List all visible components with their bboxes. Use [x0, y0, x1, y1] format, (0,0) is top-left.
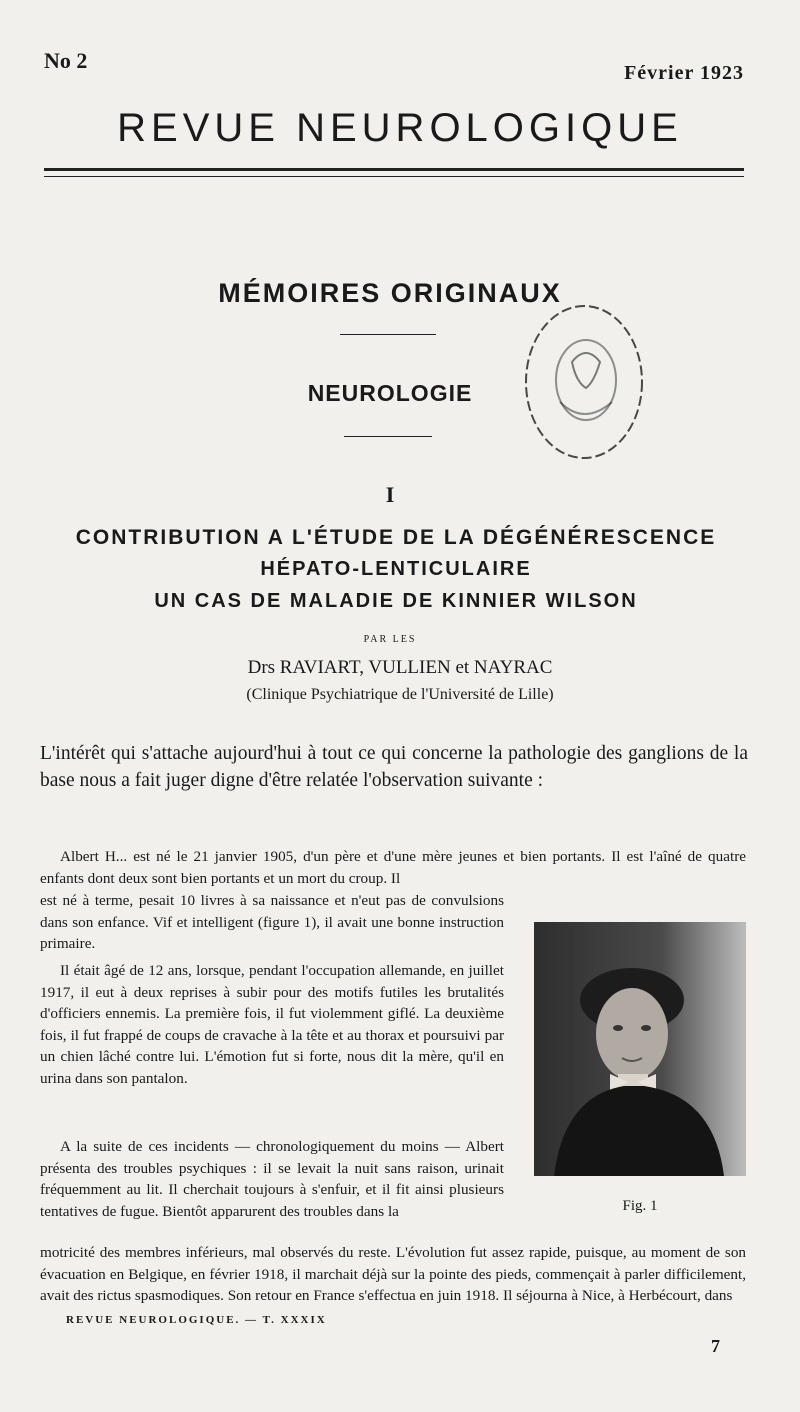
intro-paragraph: L'intérêt qui s'attache aujourd'hui à tout ce qui concerne la pathologie des ganglions de la base nous a fait juger digne d'être relatée l'observation suivante : — [40, 743, 748, 791]
body-paragraph-2: Il était âgé de 12 ans, lorsque, pendant l'occupation allemande, en juillet 1917, il eut à deux reprises à subir pour des motifs futiles les brutalités d'officiers ennemis. La première fois, il fut violemment giflé. La deuxième fois, il fut frappé de coups de cravache à la tête et au thorax et poursuivi par un chien lâché contre lui. L'émotion fut si forte, nous dit la mère, qu'il en urina dans son pantalon. — [40, 962, 504, 1087]
body-paragraph-3-cont: motricité des membres inférieurs, mal observés du reste. L'évolution fut assez rapide, puisque, au moment de son évacuation en Belgique, en février 1918, il marchait déjà sur la pointe des pieds, commençait à parler difficilement, avait des rictus spasmodiques. Son retour en France s'effectua en juin 1918. Il séjourna à Nice, à Herbécourt, dans — [40, 1244, 746, 1305]
section-divider-top — [340, 334, 436, 335]
issue-date: Février 1923 — [624, 62, 744, 84]
affiliation: (Clinique Psychiatrique de l'Université de Lille) — [246, 686, 554, 703]
portrait-photo — [534, 922, 746, 1176]
running-footer: REVUE NEUROLOGIQUE. — T. XXXIX — [66, 1314, 327, 1326]
issue-number: No 2 — [44, 48, 88, 73]
figure-caption: Fig. 1 — [622, 1198, 658, 1214]
article-number: I — [385, 482, 395, 507]
section-title: MÉMOIRES ORIGINAUX — [218, 278, 562, 308]
section-divider-bottom — [344, 436, 432, 437]
journal-title: REVUE NEUROLOGIQUE — [117, 106, 683, 150]
body-paragraph-1: Albert H... est né le 21 janvier 1905, d'un père et d'une mère jeunes et bien portants. Il est l'aîné de quatre enfants dont deux sont bien portants et un mort du croup. Il — [40, 848, 746, 887]
article-title-line-1: CONTRIBUTION A L'ÉTUDE DE LA DÉGÉNÉRESCENCE — [75, 526, 717, 549]
header-rule — [44, 168, 744, 182]
byline-prefix: PAR LES — [363, 634, 417, 645]
subsection-title: NEUROLOGIE — [307, 380, 473, 406]
library-stamp — [512, 282, 662, 472]
body-paragraph-1-cont: est né à terme, pesait 10 livres à sa naissance et n'eut pas de convulsions dans son enfance. Vif et intelligent (figure 1), il avait une bonne instruction primaire. — [40, 892, 504, 953]
article-title-line-2: HÉPATO-LENTICULAIRE — [260, 558, 532, 580]
body-paragraph-3: A la suite de ces incidents — chronologiquement du moins — Albert présenta des troubles psychiques : il se levait la nuit sans raison, urinait fréquemment au lit. Il cherchait toujours à s'enfuir, et il fit ainsi plusieurs tentatives de fugue. Bientôt apparurent des troubles dans la — [40, 1138, 504, 1220]
authors: Drs RAVIART, VULLIEN et NAYRAC — [247, 657, 553, 678]
article-title-line-3: UN CAS DE MALADIE DE KINNIER WILSON — [154, 590, 638, 612]
page-number: 7 — [711, 1336, 720, 1356]
